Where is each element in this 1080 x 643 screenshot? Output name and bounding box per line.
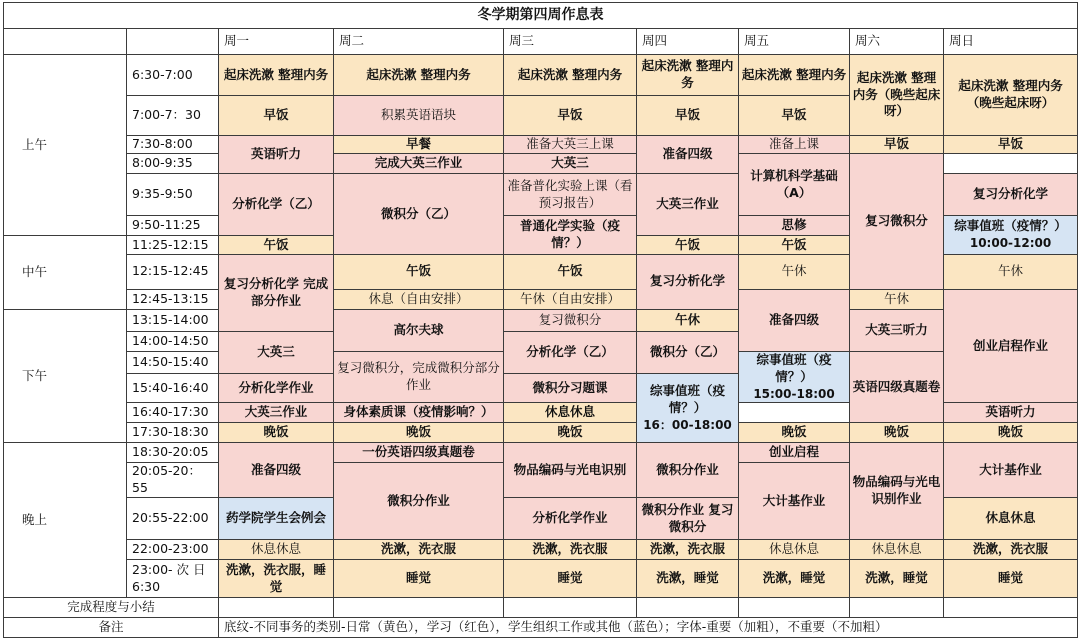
- time-slot: 13:15-14:00: [127, 309, 219, 331]
- schedule-cell: 早饭: [850, 136, 944, 154]
- schedule-cell: 大英三作业: [219, 403, 334, 423]
- duty-time: 10:00-12:00: [969, 236, 1052, 250]
- schedule-cell: 早饭: [219, 96, 334, 136]
- day-header-tue: 周二: [334, 29, 504, 55]
- time-slot: 14:00-14:50: [127, 331, 219, 351]
- summary-cell: [739, 598, 850, 618]
- schedule-cell: 洗漱，洗衣服: [637, 540, 739, 560]
- schedule-cell: [944, 216, 1078, 255]
- schedule-cell: 准备大英三上课: [504, 136, 637, 154]
- schedule-cell: 完成大英三作业: [334, 154, 504, 174]
- schedule-cell: 英语听力: [219, 136, 334, 174]
- schedule-cell: 分析化学作业: [504, 498, 637, 540]
- time-slot: 8:00-9:35: [127, 154, 219, 174]
- schedule-cell: 早饭: [739, 96, 850, 136]
- schedule-cell: 起床洗漱 整理内务（晚些起床呀）: [944, 55, 1078, 136]
- schedule-cell: 复习微积分: [850, 154, 944, 290]
- time-slot: 6:30-7:00: [127, 55, 219, 96]
- day-header-sat: 周六: [850, 29, 944, 55]
- time-slot: 9:50-11:25: [127, 216, 219, 236]
- schedule-table: [3, 2, 1078, 638]
- schedule-cell: 早饭: [944, 136, 1078, 154]
- schedule-cell: 大计基作业: [739, 463, 850, 540]
- schedule-cell: 创业启程: [739, 443, 850, 463]
- schedule-cell: 起床洗漱 整理内务（晚些起床呀）: [850, 55, 944, 136]
- schedule-cell: 洗漱，洗衣服，睡觉: [219, 560, 334, 598]
- schedule-cell: 晚饭: [219, 423, 334, 443]
- schedule-cell: 洗漱，睡觉: [739, 560, 850, 598]
- schedule-cell: 睡觉: [504, 560, 637, 598]
- schedule-cell: 休息休息: [504, 403, 637, 423]
- time-slot: 20:05-20：55: [127, 463, 219, 498]
- schedule-cell: 准备上课: [739, 136, 850, 154]
- period-evening: 晚上: [4, 443, 127, 598]
- schedule-cell: 微积分作业: [334, 463, 504, 540]
- schedule-cell: 大计基作业: [944, 443, 1078, 498]
- schedule-cell: 洗漱，洗衣服: [504, 540, 637, 560]
- duty-time: 16：00-18:00: [643, 417, 732, 432]
- duty-label: 综事值班（疫情？）: [954, 218, 1067, 234]
- schedule-cell: 英语四级真题卷: [850, 351, 944, 423]
- schedule-cell: 大英三作业: [637, 174, 739, 236]
- schedule-cell: 准备四级: [637, 136, 739, 174]
- schedule-cell: 晚饭: [504, 423, 637, 443]
- schedule-cell: 复习分析化学: [944, 174, 1078, 216]
- schedule-cell: 休息休息: [219, 540, 334, 560]
- schedule-cell: 休息休息: [739, 540, 850, 560]
- schedule-cell-empty: [739, 403, 850, 423]
- schedule-cell: 思修: [739, 216, 850, 236]
- duty-time: 15:00-18:00: [753, 386, 835, 401]
- time-slot: 14:50-15:40: [127, 351, 219, 373]
- schedule-cell: 起床洗漱 整理内务: [219, 55, 334, 96]
- notes-text: 底纹-不同事务的类别-日常（黄色），学习（红色），学生组织工作或其他（蓝色）；字体-重要（加粗），不重要（不加粗）: [219, 618, 1078, 638]
- schedule-cell: 复习微积分: [504, 309, 637, 331]
- schedule-cell: 微积分（乙）: [334, 174, 504, 255]
- day-header-wed: 周三: [504, 29, 637, 55]
- schedule-cell: 药学院学生会例会: [219, 498, 334, 540]
- time-slot: 7:30-8:00: [127, 136, 219, 154]
- schedule-cell: 洗漱，睡觉: [850, 560, 944, 598]
- notes-label: 备注: [4, 618, 219, 638]
- schedule-cell: 创业启程作业: [944, 289, 1078, 403]
- schedule-cell: 早饭: [637, 96, 739, 136]
- summary-cell: [850, 598, 944, 618]
- day-header-thu: 周四: [637, 29, 739, 55]
- time-slot: 16:40-17:30: [127, 403, 219, 423]
- schedule-cell: 复习分析化学: [637, 255, 739, 310]
- schedule-cell: 午饭: [637, 236, 739, 255]
- schedule-cell: 高尔夫球: [334, 309, 504, 351]
- schedule-cell: 午饭: [219, 236, 334, 255]
- day-header-sun: 周日: [944, 29, 1078, 55]
- corner-cell-2: [127, 29, 219, 55]
- schedule-cell: 大英三: [504, 154, 637, 174]
- schedule-cell: 积累英语语块: [334, 96, 504, 136]
- schedule-cell: 微积分作业 复习微积分: [637, 498, 739, 540]
- schedule-cell: 午饭: [334, 255, 504, 290]
- schedule-cell: 洗漱，洗衣服: [944, 540, 1078, 560]
- schedule-cell: 复习微积分，完成微积分部分作业: [334, 351, 504, 403]
- time-slot: 12:15-12:45: [127, 255, 219, 290]
- schedule-cell-empty: [944, 154, 1078, 174]
- schedule-cell: 早饭: [504, 96, 637, 136]
- schedule-cell: 晚饭: [334, 423, 504, 443]
- schedule-cell: 微积分习题课: [504, 373, 637, 403]
- time-slot: 23:00- 次 日 6:30: [127, 560, 219, 598]
- schedule-cell: 微积分作业: [637, 443, 739, 498]
- schedule-cell: 普通化学实验（疫情？）: [504, 216, 637, 255]
- summary-cell: [219, 598, 334, 618]
- schedule-cell: 午休（自由安排）: [504, 289, 637, 309]
- schedule-cell: 物品编码与光电识别: [504, 443, 637, 498]
- schedule-cell: 身体素质课（疫情影响？）: [334, 403, 504, 423]
- time-slot: 20:55-22:00: [127, 498, 219, 540]
- day-header-mon: 周一: [219, 29, 334, 55]
- schedule-cell: 物品编码与光电识别作业: [850, 443, 944, 540]
- schedule-cell: 一份英语四级真题卷: [334, 443, 504, 463]
- schedule-cell: 大英三听力: [850, 309, 944, 351]
- schedule-cell: 起床洗漱 整理内务: [504, 55, 637, 96]
- period-afternoon: 下午: [4, 309, 127, 443]
- schedule-cell: 分析化学作业: [219, 373, 334, 403]
- schedule-sheet: [0, 2, 1080, 643]
- schedule-cell: [637, 373, 739, 443]
- schedule-cell: 午休: [739, 255, 850, 290]
- time-slot: 7:00-7：30: [127, 96, 219, 136]
- time-slot: 22:00-23:00: [127, 540, 219, 560]
- summary-cell: [944, 598, 1078, 618]
- schedule-cell: 晚饭: [850, 423, 944, 443]
- schedule-cell: 英语听力: [944, 403, 1078, 423]
- time-slot: 17:30-18:30: [127, 423, 219, 443]
- schedule-cell: 分析化学（乙）: [219, 174, 334, 236]
- time-slot: 9:35-9:50: [127, 174, 219, 216]
- time-slot: 12:45-13:15: [127, 289, 219, 309]
- schedule-cell: 午饭: [504, 255, 637, 290]
- schedule-cell: 休息（自由安排）: [334, 289, 504, 309]
- schedule-cell: 准备普化实验上课（看预习报告）: [504, 174, 637, 216]
- schedule-cell: 午休: [637, 309, 739, 331]
- schedule-cell: 睡觉: [944, 560, 1078, 598]
- period-noon: 中午: [4, 236, 127, 310]
- schedule-cell: 计算机科学基础（A）: [739, 154, 850, 216]
- schedule-cell: 洗漱，洗衣服: [334, 540, 504, 560]
- schedule-cell: 午饭: [739, 236, 850, 255]
- schedule-cell: 洗漱，睡觉: [637, 560, 739, 598]
- duty-label: 综事值班（疫情？）: [649, 382, 725, 415]
- time-slot: 18:30-20:05: [127, 443, 219, 463]
- summary-cell: [637, 598, 739, 618]
- summary-label: 完成程度与小结: [4, 598, 219, 618]
- schedule-cell: 起床洗漱 整理内务: [637, 55, 739, 96]
- period-morning: 上午: [4, 55, 127, 236]
- summary-cell: [334, 598, 504, 618]
- day-header-fri: 周五: [739, 29, 850, 55]
- schedule-cell: 午休: [850, 289, 944, 309]
- schedule-cell: 起床洗漱 整理内务: [739, 55, 850, 96]
- duty-label: 综事值班（疫情？）: [756, 351, 832, 384]
- corner-cell: [4, 29, 127, 55]
- schedule-cell: 分析化学（乙）: [504, 331, 637, 373]
- schedule-cell: 睡觉: [334, 560, 504, 598]
- schedule-cell: 复习分析化学 完成部分作业: [219, 255, 334, 332]
- schedule-cell: 准备四级: [219, 443, 334, 498]
- schedule-cell: 晚饭: [739, 423, 850, 443]
- schedule-title: 冬学期第四周作息表: [4, 3, 1078, 29]
- schedule-cell: 准备四级: [739, 289, 850, 351]
- summary-cell: [504, 598, 637, 618]
- schedule-cell: 大英三: [219, 331, 334, 373]
- schedule-cell: 休息休息: [944, 498, 1078, 540]
- schedule-cell: [739, 351, 850, 403]
- schedule-cell: 微积分（乙）: [637, 331, 739, 373]
- schedule-cell: 午休: [944, 255, 1078, 290]
- time-slot: 11:25-12:15: [127, 236, 219, 255]
- schedule-cell: 休息休息: [850, 540, 944, 560]
- time-slot: 15:40-16:40: [127, 373, 219, 403]
- schedule-cell: 晚饭: [944, 423, 1078, 443]
- schedule-cell: 起床洗漱 整理内务: [334, 55, 504, 96]
- schedule-cell: 早餐: [334, 136, 504, 154]
